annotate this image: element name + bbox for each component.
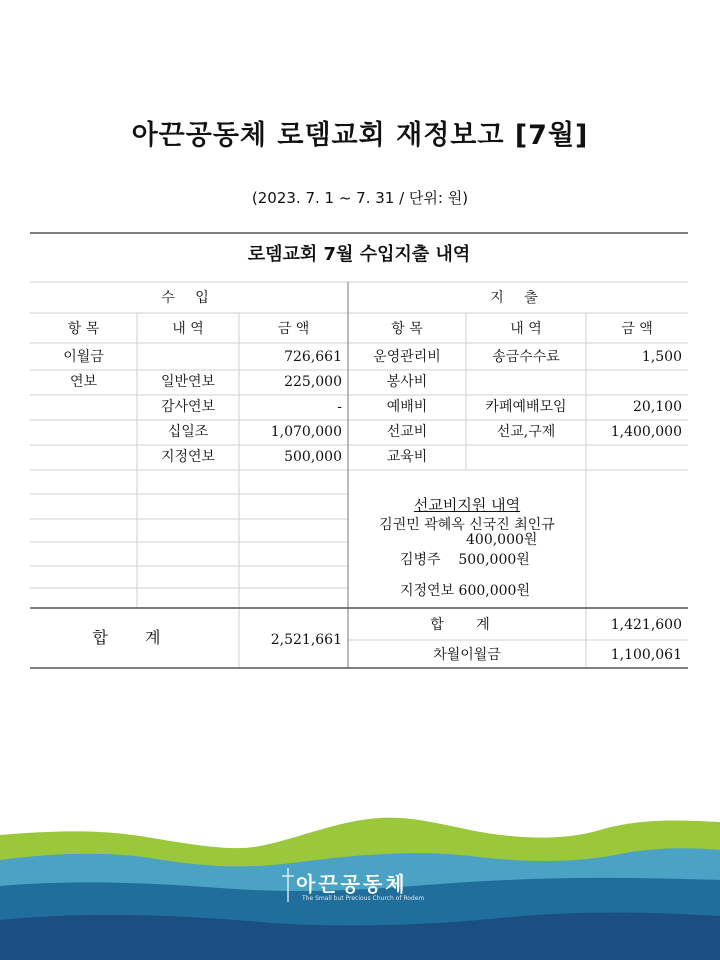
mission-note-individual: 김병주 500,000원: [400, 552, 530, 568]
cross-icon: [282, 868, 294, 902]
income-row-item: 연보: [69, 374, 98, 390]
logo-text: 아끈공동체: [296, 872, 408, 896]
income-row-amount: 726,661: [284, 349, 342, 365]
col-detail-expense: 내 역: [510, 321, 542, 337]
finance-table: [30, 232, 688, 672]
income-row-amount: 1,070,000: [270, 424, 342, 440]
expense-row-amount: 20,100: [633, 399, 682, 415]
income-row-detail: 감사연보: [160, 399, 216, 415]
expense-row-amount: 1,500: [641, 349, 682, 365]
col-item-expense: 항 목: [391, 321, 423, 337]
expense-row-detail: 선교,구제: [496, 424, 556, 440]
expense-row-item: 선교비: [386, 424, 428, 440]
col-amount-expense: 금 액: [621, 321, 653, 337]
income-row-item: 이월금: [63, 349, 104, 365]
income-total-label: 합 계: [92, 628, 177, 647]
col-item-income: 항 목: [67, 321, 100, 337]
income-total-amount: 2,521,661: [270, 632, 342, 648]
expense-total-label: 합 계: [430, 617, 504, 633]
income-header: 수 입: [161, 290, 217, 306]
income-row-amount: -: [337, 399, 342, 415]
mission-note-amount: 400,000원: [466, 532, 538, 548]
income-row-detail: 지정연보: [160, 449, 216, 465]
mission-note-designated: 지정연보 600,000원: [400, 583, 530, 599]
expense-row-item: 예배비: [386, 399, 428, 415]
expense-row-amount: 1,400,000: [610, 424, 682, 440]
expense-row-detail: 송금수수료: [492, 349, 560, 365]
report-period: (2023. 7. 1 ~ 7. 31 / 단위: 원): [251, 189, 469, 207]
expense-total-amount: 1,421,600: [610, 617, 682, 633]
mission-note-names: 김권민 곽혜옥 신국진 최인규: [379, 517, 555, 533]
income-row-amount: 500,000: [284, 449, 342, 465]
carryover-label: 차월이월금: [433, 647, 501, 663]
expense-row-item: 봉사비: [386, 374, 428, 390]
col-detail-income: 내 역: [172, 321, 204, 337]
table-title: 로뎀교회 7월 수입지출 내역: [247, 244, 471, 265]
col-amount-income: 금 액: [277, 321, 310, 337]
income-row-detail: 일반연보: [160, 374, 216, 390]
footer-logo: [282, 868, 442, 918]
expense-row-item: 교육비: [386, 449, 428, 465]
expense-row-item: 운영관리비: [373, 349, 441, 365]
income-row-detail: 십일조: [167, 424, 209, 440]
expense-header: 지 출: [490, 290, 546, 306]
expense-row-detail: 카페예배모임: [485, 399, 567, 415]
mission-note-title: 선교비지원 내역: [413, 496, 521, 514]
report-title: 아끈공동체 로뎀교회 재정보고 [7월]: [131, 120, 589, 151]
logo-subtitle: The Small but Precious Church of Rodem: [302, 895, 425, 902]
carryover-amount: 1,100,061: [610, 647, 682, 663]
income-row-amount: 225,000: [284, 374, 342, 390]
